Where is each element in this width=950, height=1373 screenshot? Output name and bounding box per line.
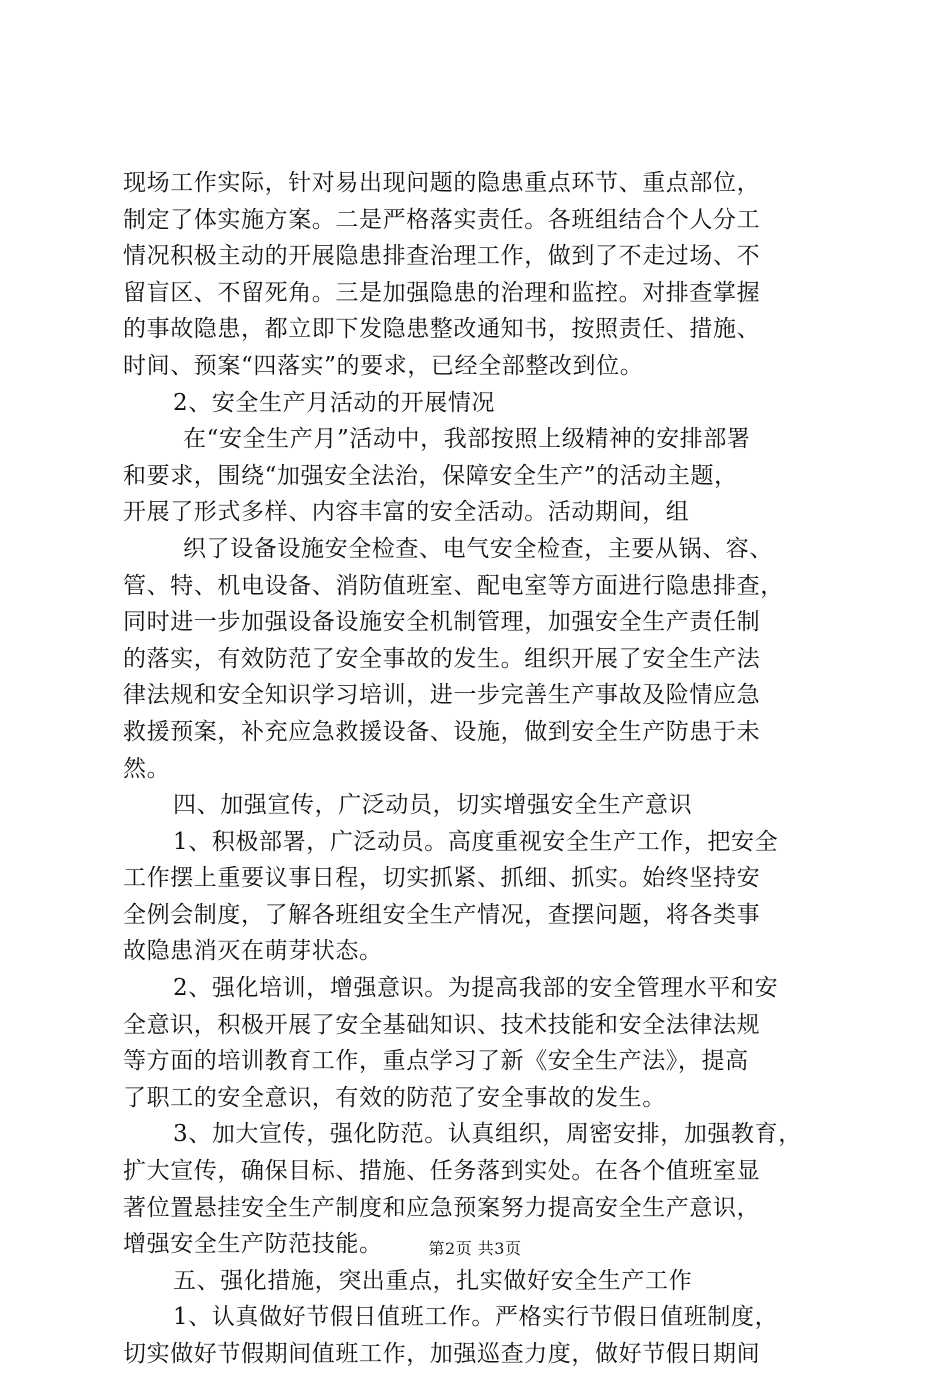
text-line: 开展了形式多样、内容丰富的安全活动。活动期间，组	[123, 499, 690, 526]
text-line: 1、积极部署，广泛动员。高度重视安全生产工作，把安全	[173, 828, 779, 855]
text-line: 工作摆上重要议事日程，切实抓紧、抓细、抓实。始终坚持安	[123, 865, 761, 892]
text-line: 留盲区、不留死角。三是加强隐患的治理和监控。对排查掌握	[123, 279, 761, 306]
text-line: 的事故隐患，都立即下发隐患整改通知书，按照责任、措施、	[123, 316, 761, 343]
section-heading: 四、加强宣传，广泛动员，切实增强安全生产意识	[173, 792, 693, 819]
text-line: 同时进一步加强设备设施安全机制管理，加强安全生产责任制	[123, 609, 761, 636]
page-number-footer: 第2页 共3页	[428, 1239, 522, 1258]
text-line: 全例会制度，了解各班组安全生产情况，查摆问题，将各类事	[123, 901, 761, 928]
text-line: 制定了体实施方案。二是严格落实责任。各班组结合个人分工	[123, 206, 761, 233]
text-line: 的落实，有效防范了安全事故的发生。组织开展了安全生产法	[123, 645, 761, 672]
text-line: 和要求，围绕“加强安全法治，保障安全生产”的活动主题，	[123, 462, 738, 489]
text-line: 扩大宣传，确保目标、措施、任务落到实处。在各个值班室显	[123, 1158, 761, 1185]
text-line: 著位置悬挂安全生产制度和应急预案努力提高安全生产意识，	[123, 1194, 761, 1221]
text-line: 情况积极主动的开展隐患排查治理工作，做到了不走过场、不	[123, 243, 761, 270]
text-line: 等方面的培训教育工作，重点学习了新《安全生产法》，提高	[123, 1048, 749, 1075]
text-line: 2、强化培训，增强意识。为提高我部的安全管理水平和安	[173, 975, 779, 1002]
text-line: 故隐患消灭在萌芽状态。	[123, 938, 383, 965]
body-text	[123, 165, 843, 1373]
text-line: 织了设备设施安全检查、电气安全检查，主要从锅、容、	[183, 535, 773, 562]
section-heading: 五、强化措施，突出重点，扎实做好安全生产工作	[173, 1267, 693, 1294]
text-line: 现场工作实际，针对易出现问题的隐患重点环节、重点部位，	[123, 170, 761, 196]
text-line: 管、特、机电设备、消防值班室、配电室等方面进行隐患排查，	[123, 572, 784, 599]
section-heading: 2、安全生产月活动的开展情况	[173, 389, 496, 416]
text-line: 在“安全生产月”活动中，我部按照上级精神的安排部署	[183, 426, 751, 453]
text-line: 然。	[123, 755, 171, 782]
text-line: 律法规和安全知识学习培训，进一步完善生产事故及险情应急	[123, 682, 761, 709]
text-line: 1、认真做好节假日值班工作。严格实行节假日值班制度，	[173, 1304, 779, 1331]
text-line: 时间、预案“四落实”的要求，已经全部整改到位。	[123, 352, 644, 379]
text-line: 全意识，积极开展了安全基础知识、技术技能和安全法律法规	[123, 1011, 761, 1038]
text-line: 切实做好节假期间值班工作，加强巡查力度，做好节假日期间	[123, 1341, 761, 1367]
text-line: 3、加大宣传，强化防范。认真组织，周密安排，加强教育，	[173, 1121, 802, 1148]
text-line: 了职工的安全意识，有效的防范了安全事故的发生。	[123, 1084, 666, 1111]
text-line: 增强安全生产防范技能。	[123, 1231, 383, 1258]
text-line: 救援预案，补充应急救援设备、设施，做到安全生产防患于未	[123, 718, 761, 745]
